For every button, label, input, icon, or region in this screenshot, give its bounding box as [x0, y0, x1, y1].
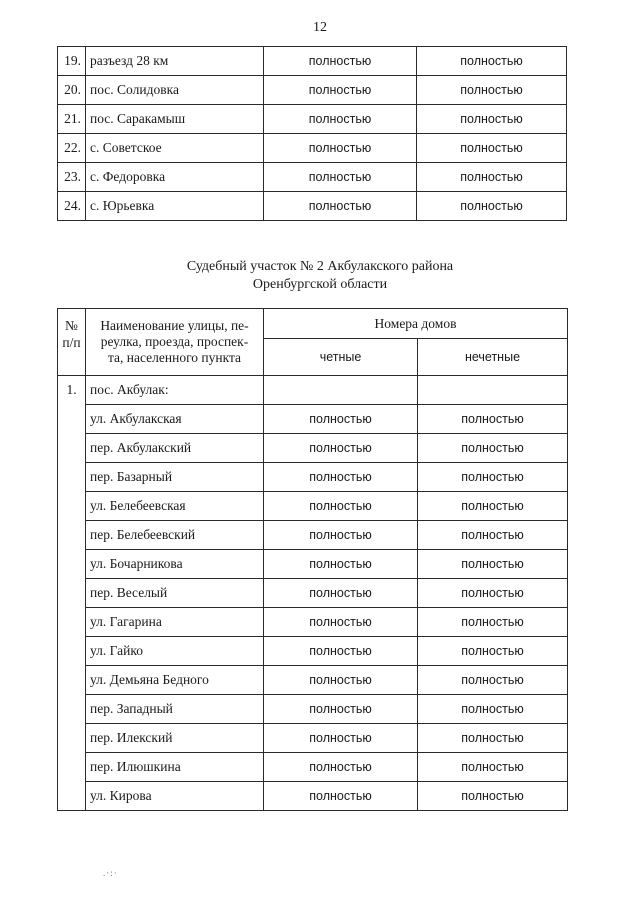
header-even: четные — [264, 339, 418, 376]
row-odd: полностью — [418, 753, 568, 782]
row-odd: полностью — [418, 492, 568, 521]
row-even: полностью — [264, 405, 418, 434]
row-odd: полностью — [417, 76, 567, 105]
row-odd: полностью — [418, 608, 568, 637]
header-num-line-2: п/п — [62, 335, 81, 350]
row-even: полностью — [264, 724, 418, 753]
row-odd: полностью — [417, 47, 567, 76]
table-row — [58, 192, 567, 221]
header-num — [58, 309, 86, 376]
row-odd: полностью — [418, 434, 568, 463]
header-name-line-1: Наименование улицы, пе- — [100, 318, 249, 333]
row-name: пер. Илекский — [86, 724, 264, 753]
table-row — [58, 550, 568, 579]
header-num-line-1: № — [65, 318, 78, 333]
group-name: пос. Акбулак: — [86, 376, 264, 405]
row-name: пос. Саракамыш — [86, 105, 264, 134]
row-odd: полностью — [418, 463, 568, 492]
group-odd-empty — [418, 376, 568, 405]
table-row — [58, 782, 568, 811]
table-row — [58, 163, 567, 192]
row-even: полностью — [264, 753, 418, 782]
table-row — [58, 579, 568, 608]
row-odd: полностью — [418, 724, 568, 753]
section-title-line-1: Судебный участок № 2 Акбулакского района — [186, 259, 454, 274]
row-even: полностью — [264, 134, 417, 163]
row-even: полностью — [264, 695, 418, 724]
row-name: ул. Белебеевская — [86, 492, 264, 521]
row-num: 23. — [58, 163, 86, 192]
table-row — [58, 76, 567, 105]
page-number: 12 — [313, 20, 327, 35]
group-num: 1. — [58, 376, 86, 811]
row-even: полностью — [264, 47, 417, 76]
row-even: полностью — [264, 192, 417, 221]
row-odd: полностью — [418, 782, 568, 811]
row-odd: полностью — [418, 579, 568, 608]
row-name: пер. Акбулакский — [86, 434, 264, 463]
row-odd: полностью — [418, 550, 568, 579]
row-even: полностью — [264, 463, 418, 492]
row-even: полностью — [264, 637, 418, 666]
table-row — [58, 47, 567, 76]
row-odd: полностью — [418, 405, 568, 434]
row-odd: полностью — [418, 637, 568, 666]
row-even: полностью — [264, 163, 417, 192]
row-even: полностью — [264, 521, 418, 550]
row-odd: полностью — [417, 192, 567, 221]
header-name-line-2: реулка, проезда, проспек- — [100, 334, 249, 349]
row-name: с. Юрьевка — [86, 192, 264, 221]
row-name: ул. Акбулакская — [86, 405, 264, 434]
group-row — [58, 376, 568, 405]
row-name: ул. Гагарина — [86, 608, 264, 637]
row-even: полностью — [264, 76, 417, 105]
table-row — [58, 695, 568, 724]
table-row — [58, 434, 568, 463]
table-row — [58, 492, 568, 521]
row-name: с. Федоровка — [86, 163, 264, 192]
row-num: 20. — [58, 76, 86, 105]
table-row — [58, 521, 568, 550]
header-houses: Номера домов — [264, 309, 568, 339]
table-row — [58, 753, 568, 782]
row-num: 22. — [58, 134, 86, 163]
row-name: разъезд 28 км — [86, 47, 264, 76]
row-even: полностью — [264, 434, 418, 463]
table-row — [58, 405, 568, 434]
row-odd: полностью — [418, 521, 568, 550]
row-odd: полностью — [417, 105, 567, 134]
group-even-empty — [264, 376, 418, 405]
row-name: ул. Гайко — [86, 637, 264, 666]
row-even: полностью — [264, 550, 418, 579]
footer-mark: .·:· — [103, 868, 118, 878]
row-num: 24. — [58, 192, 86, 221]
row-even: полностью — [264, 105, 417, 134]
header-odd: нечетные — [418, 339, 568, 376]
row-num: 19. — [58, 47, 86, 76]
header-name — [86, 309, 264, 376]
row-name: пер. Базарный — [86, 463, 264, 492]
top-table — [57, 46, 567, 221]
table-row — [58, 637, 568, 666]
row-name: ул. Демьяна Бедного — [86, 666, 264, 695]
table-row — [58, 134, 567, 163]
row-name: ул. Кирова — [86, 782, 264, 811]
row-name: пер. Западный — [86, 695, 264, 724]
table-row — [58, 463, 568, 492]
row-name: пер. Веселый — [86, 579, 264, 608]
row-even: полностью — [264, 492, 418, 521]
row-even: полностью — [264, 782, 418, 811]
row-odd: полностью — [418, 666, 568, 695]
row-odd: полностью — [418, 695, 568, 724]
table-row — [58, 724, 568, 753]
row-even: полностью — [264, 608, 418, 637]
row-even: полностью — [264, 666, 418, 695]
section-title-line-2: Оренбургской области — [252, 277, 388, 292]
row-name: пер. Белебеевский — [86, 521, 264, 550]
row-name: пер. Илюшкина — [86, 753, 264, 782]
row-even: полностью — [264, 579, 418, 608]
header-name-line-3: та, населенного пункта — [107, 350, 242, 365]
row-name: пос. Солидовка — [86, 76, 264, 105]
row-name: с. Советское — [86, 134, 264, 163]
section-title — [0, 258, 640, 294]
main-table — [57, 308, 568, 811]
row-num: 21. — [58, 105, 86, 134]
table-row — [58, 608, 568, 637]
row-name: ул. Бочарникова — [86, 550, 264, 579]
table-row — [58, 666, 568, 695]
table-row — [58, 105, 567, 134]
row-odd: полностью — [417, 163, 567, 192]
row-odd: полностью — [417, 134, 567, 163]
